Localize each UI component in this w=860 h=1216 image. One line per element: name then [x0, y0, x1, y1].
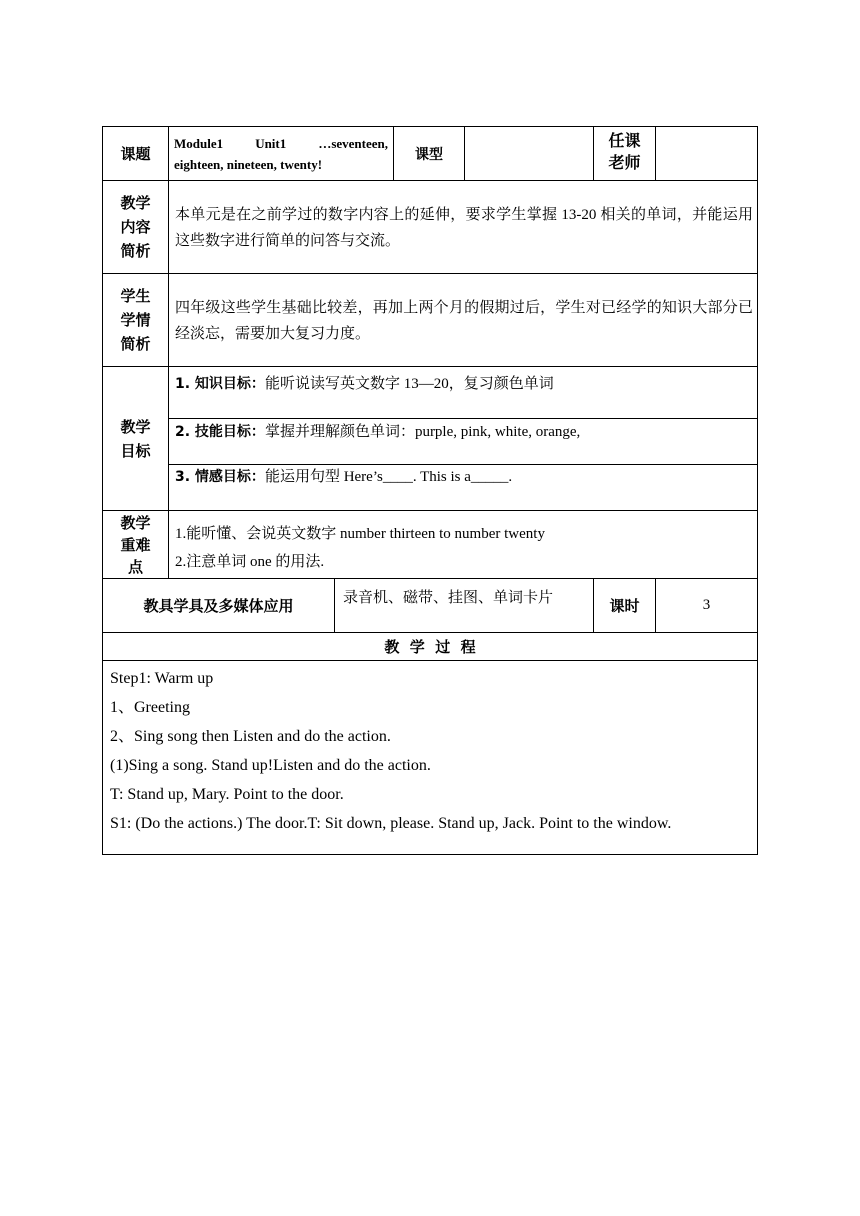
- goal-text: 能听说读写英文数字 13—20，复习颜色单词: [264, 376, 554, 392]
- row-divider: [102, 510, 758, 511]
- key-points-text: [175, 520, 753, 576]
- tools-label: 教具学具及多媒体应用: [143, 597, 294, 615]
- process-body: [110, 664, 754, 838]
- goal-title: 2. 技能目标：: [175, 424, 265, 440]
- topic-line-2: eighteen, nineteen, twenty!: [174, 157, 323, 172]
- goal-text: 掌握并理解颜色单词：purple, pink, white, orange,: [264, 424, 581, 440]
- topic-unit: Unit1: [255, 136, 287, 151]
- column-divider: [168, 126, 169, 578]
- label-line: 教学: [120, 194, 151, 212]
- process-line: Step1: Warm up: [110, 670, 214, 687]
- table-border-bottom: [102, 854, 758, 855]
- goal-item: [175, 465, 753, 489]
- row-divider: [102, 273, 758, 274]
- content-analysis-label: [103, 181, 168, 273]
- label-line: 目标: [120, 441, 151, 460]
- process-line: S1: (Do the actions.) The door.T: Sit down, please. Stand up, Jack. Point to the window.: [110, 815, 672, 832]
- goal-title: 3. 情感目标：: [175, 469, 265, 485]
- key-point-line: 1.能听懂、会说英文数字 number thirteen to number twenty: [175, 526, 545, 542]
- label-line: 简析: [120, 242, 151, 260]
- table-border-right: [757, 126, 758, 855]
- type-label: 课型: [415, 146, 443, 163]
- column-divider: [334, 578, 335, 632]
- row-divider: [102, 180, 758, 181]
- row-divider: [102, 660, 758, 661]
- key-point-line: 2.注意单词 one 的用法.: [175, 554, 325, 570]
- label-line: 教学: [120, 513, 151, 532]
- hours-value: 3: [702, 597, 711, 613]
- row-divider: [168, 418, 758, 419]
- topic-line-1: [174, 133, 388, 154]
- label-line: 简析: [120, 335, 151, 353]
- label-line: 学情: [120, 311, 151, 329]
- hours-label: 课时: [609, 597, 640, 615]
- teacher-label-line-2: 老师: [608, 153, 641, 172]
- process-line: 2、Sing song then Listen and do the action.: [110, 728, 391, 745]
- row-divider: [102, 366, 758, 367]
- process-line: T: Stand up, Mary. Point to the door.: [110, 786, 344, 803]
- topic-label: 课题: [120, 145, 151, 163]
- content-analysis-text: 本单元是在之前学过的数字内容上的延伸，要求学生掌握 13-20 相关的单词，并能运用这些数字进行简单的问答与交流。: [175, 207, 753, 249]
- label-line: 点: [127, 557, 143, 576]
- process-title: 教 学 过 程: [384, 638, 476, 656]
- goal-title: 1. 知识目标：: [175, 376, 265, 392]
- label-line: 重难: [120, 535, 151, 554]
- type-value: [465, 127, 593, 180]
- student-analysis-text: 四年级这些学生基础比较差，再加上两个月的假期过后，学生对已经学的知识大部分已经淡忘，需要加大复习力度。: [175, 300, 753, 342]
- topic-title-part: …seventeen,: [318, 136, 388, 151]
- tools-value: 录音机、磁带、挂图、单词卡片: [343, 588, 554, 606]
- process-line: 1、Greeting: [110, 699, 190, 716]
- goal-text: 能运用句型 Here’s____. This is a_____.: [264, 469, 513, 485]
- student-analysis-label: [103, 274, 168, 366]
- teacher-label: [594, 130, 655, 178]
- teacher-label-line-1: 任课: [608, 131, 641, 150]
- label-line: 内容: [120, 218, 151, 236]
- goals-label: [103, 367, 168, 510]
- topic-value: [174, 133, 388, 178]
- topic-module: Module1: [174, 136, 224, 151]
- goal-item: [175, 420, 753, 444]
- teacher-value: [656, 127, 757, 180]
- label-line: 学生: [120, 287, 151, 305]
- process-line: (1)Sing a song. Stand up!Listen and do the action.: [110, 757, 431, 774]
- label-line: 教学: [120, 417, 151, 436]
- key-points-label: [103, 511, 168, 578]
- goal-item: [175, 372, 753, 396]
